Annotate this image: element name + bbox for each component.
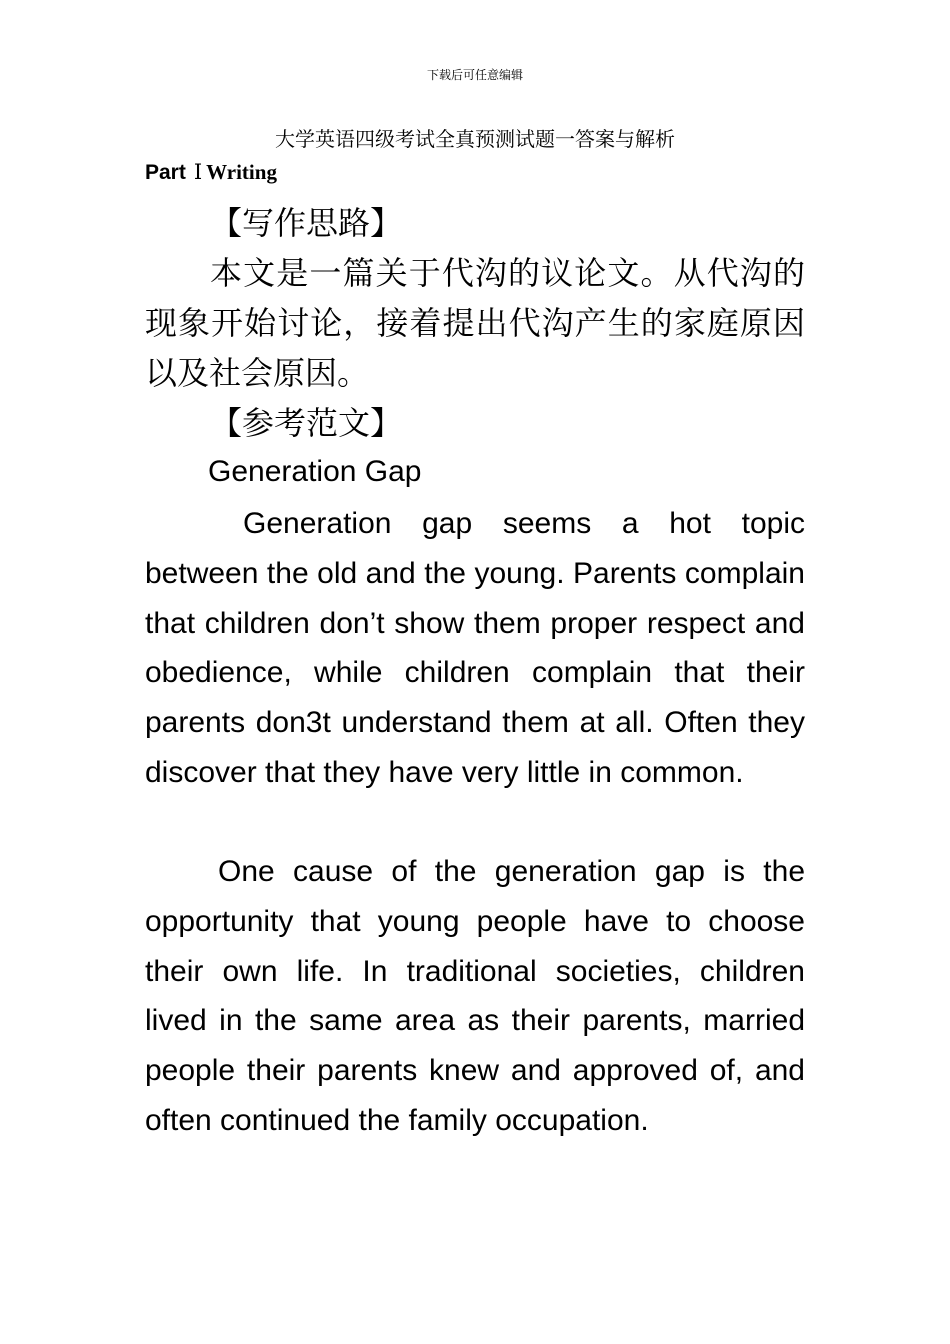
part-heading xyxy=(145,160,277,185)
essay-title: Generation Gap xyxy=(208,455,422,488)
essay-paragraph: One cause of the generation gap is the opportunity that young people have to choose their own life. In traditional societies, children lived in the same area as their parents, married people their parents knew and approved of, and often continued the family occupation. xyxy=(145,855,805,1137)
writing-idea-paragraph: 本文是一篇关于代沟的议论文。从代沟的现象开始讨论，接着提出代沟产生的家庭原因以及社会原因。 xyxy=(145,254,805,392)
document-title: 大学英语四级考试全真预测试题一答案与解析 xyxy=(275,127,675,151)
part-label: Part xyxy=(145,161,186,184)
part-name: Writing xyxy=(206,160,277,184)
header-note: 下载后可任意编辑 xyxy=(426,68,523,82)
essay-paragraph: Generation gap seems a hot topic between the old and the young. Parents complain that children don’t show them proper respect and obedience, while children complain that their parents don3t understand them at all. Often they discover that they have very little in common. xyxy=(145,507,805,789)
part-numeral: Ⅰ xyxy=(193,160,203,184)
writing-idea-heading: 【写作思路】 xyxy=(210,204,403,242)
sample-essay-heading: 【参考范文】 xyxy=(210,404,403,442)
